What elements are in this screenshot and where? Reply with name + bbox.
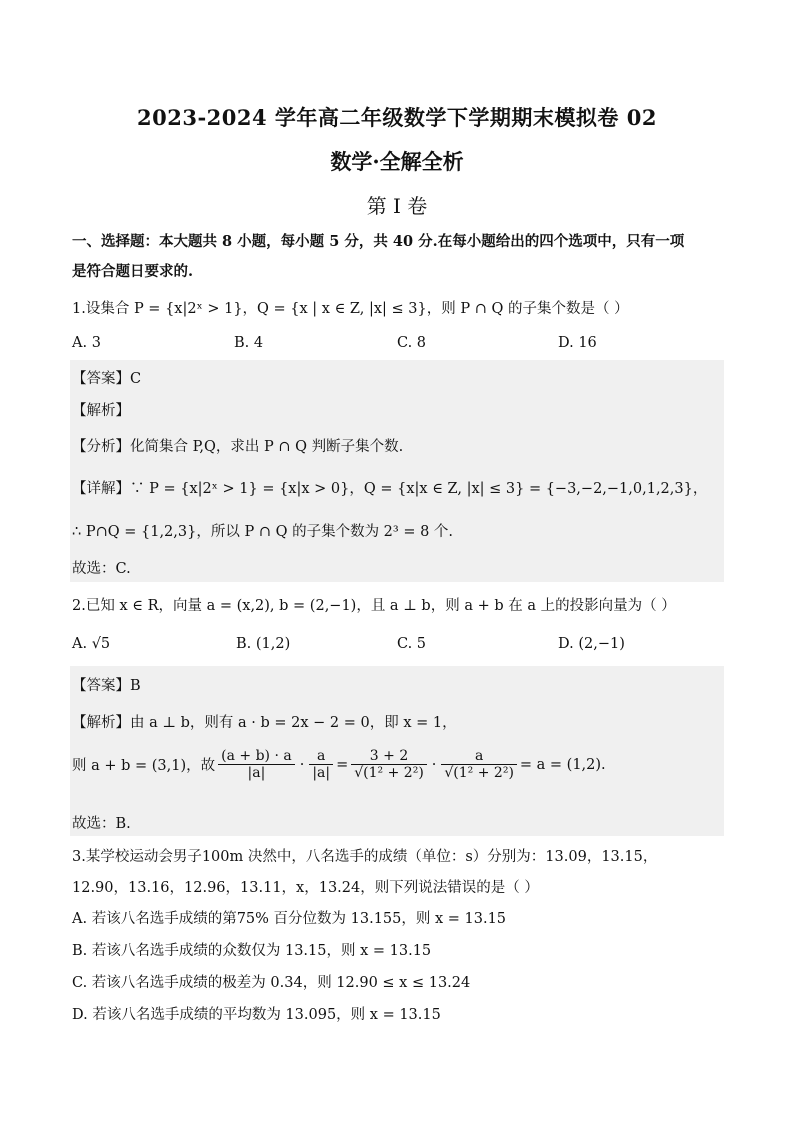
q2-frac4-den: √(1² + 2²) bbox=[444, 765, 514, 781]
q3-option-b: B. 若该八名选手成绩的众数仅为 13.15，则 x = 13.15 bbox=[72, 943, 432, 959]
q2-choose: 故选：B. bbox=[72, 816, 131, 832]
exam-title: 2023-2024 学年高二年级数学下学期期末模拟卷 02 bbox=[137, 105, 657, 130]
q3-stem-line-1: 3.某学校运动会男子100m 决然中，八名选手的成绩（单位：s）分别为：13.09，13.15， bbox=[72, 849, 658, 865]
q2-option-b: B. (1,2) bbox=[236, 636, 291, 652]
q1-solution-box bbox=[70, 360, 724, 582]
q1-option-c: C. 8 bbox=[397, 335, 427, 351]
q1-option-b: B. 4 bbox=[234, 335, 264, 351]
q3-option-a: A. 若该八名选手成绩的第75% 百分位数为 13.155，则 x = 13.15 bbox=[72, 911, 507, 927]
q2-derivation-post: = a = (1,2). bbox=[519, 756, 606, 773]
q2-derivation: 则 a + b = (3,1)，故 $\frac{(a + b) \cdot a}{|a|}$ · $\frac{a}{|a|}$ = $\frac{3 + 2}{\text{√(1² + 2²)}}$ · $\frac{a}{\text{√(1² + 2²)}}$ = a = (1,2). bbox=[72, 748, 606, 781]
q1-therefore: ∴ P∩Q = {1,2,3}，所以 P ∩ Q 的子集个数为 2³ = 8 个. bbox=[72, 524, 454, 540]
q2-option-d: D. (2,−1) bbox=[558, 636, 625, 652]
q2-frac4-num: a bbox=[441, 748, 517, 765]
q2-fraction-4 bbox=[441, 748, 517, 781]
q2-equals: = bbox=[336, 756, 349, 773]
q2-frac1-num: (a + b) · a bbox=[218, 748, 295, 765]
q2-frac2-num: a bbox=[309, 748, 333, 765]
q3-option-c: C. 若该八名选手成绩的极差为 0.34，则 12.90 ≤ x ≤ 13.24 bbox=[72, 975, 471, 991]
q1-stem: 1.设集合 P = {x|2ˣ > 1}，Q = {x | x ∈ Z, |x| ≤ 3}，则 P ∩ Q 的子集个数是（ ） bbox=[72, 301, 629, 317]
q2-option-c: C. 5 bbox=[397, 636, 427, 652]
q1-fenxi: 【分析】化简集合 P,Q，求出 P ∩ Q 判断子集个数. bbox=[72, 439, 404, 455]
q2-derivation-pre: 则 a + b = (3,1)，故 bbox=[72, 758, 216, 774]
q1-detail: 【详解】∵ P = {x|2ˣ > 1} = {x|x > 0}，Q = {x|x ∈ Z, |x| ≤ 3} = {−3,−2,−1,0,1,2,3}， bbox=[72, 481, 708, 497]
q2-fraction-3 bbox=[351, 748, 427, 781]
q2-stem: 2.已知 x ∈ R，向量 a = (x,2), b = (2,−1)，且 a ⊥ b，则 a + b 在 a 上的投影向量为（ ） bbox=[72, 598, 676, 614]
q1-option-d: D. 16 bbox=[558, 335, 597, 351]
q1-choose: 故选：C. bbox=[72, 561, 131, 577]
q3-stem-line-2: 12.90，13.16，12.96，13.11，x，13.24，则下列说法错误的是（ ） bbox=[72, 880, 539, 896]
instructions-line-1: 一、选择题：本大题共 8 小题，每小题 5 分，共 40 分.在每小题给出的四个选项中，只有一项 bbox=[72, 233, 685, 250]
q2-analysis: 【解析】由 a ⊥ b，则有 a · b = 2x − 2 = 0，即 x = 1， bbox=[72, 715, 457, 731]
q2-frac3-den: √(1² + 2²) bbox=[354, 765, 424, 781]
exam-subtitle: 数学·全解全析 bbox=[330, 149, 464, 174]
instructions-line-2: 是符合题日要求的. bbox=[72, 263, 194, 280]
q2-fraction-1 bbox=[218, 748, 295, 781]
q2-fraction-2 bbox=[309, 748, 333, 781]
q1-answer: 【答案】C bbox=[72, 371, 142, 387]
q2-frac1-den: |a| bbox=[247, 765, 266, 781]
q2-option-a: A. √5 bbox=[72, 636, 111, 652]
q2-frac3-num: 3 + 2 bbox=[351, 748, 427, 765]
q1-analysis-label: 【解析】 bbox=[72, 403, 130, 419]
q3-option-d: D. 若该八名选手成绩的平均数为 13.095，则 x = 13.15 bbox=[72, 1007, 441, 1023]
q2-frac2-den: |a| bbox=[312, 765, 331, 781]
q1-option-a: A. 3 bbox=[72, 335, 101, 351]
section-heading: 第 I 卷 bbox=[366, 194, 428, 218]
q2-answer: 【答案】B bbox=[72, 678, 141, 694]
